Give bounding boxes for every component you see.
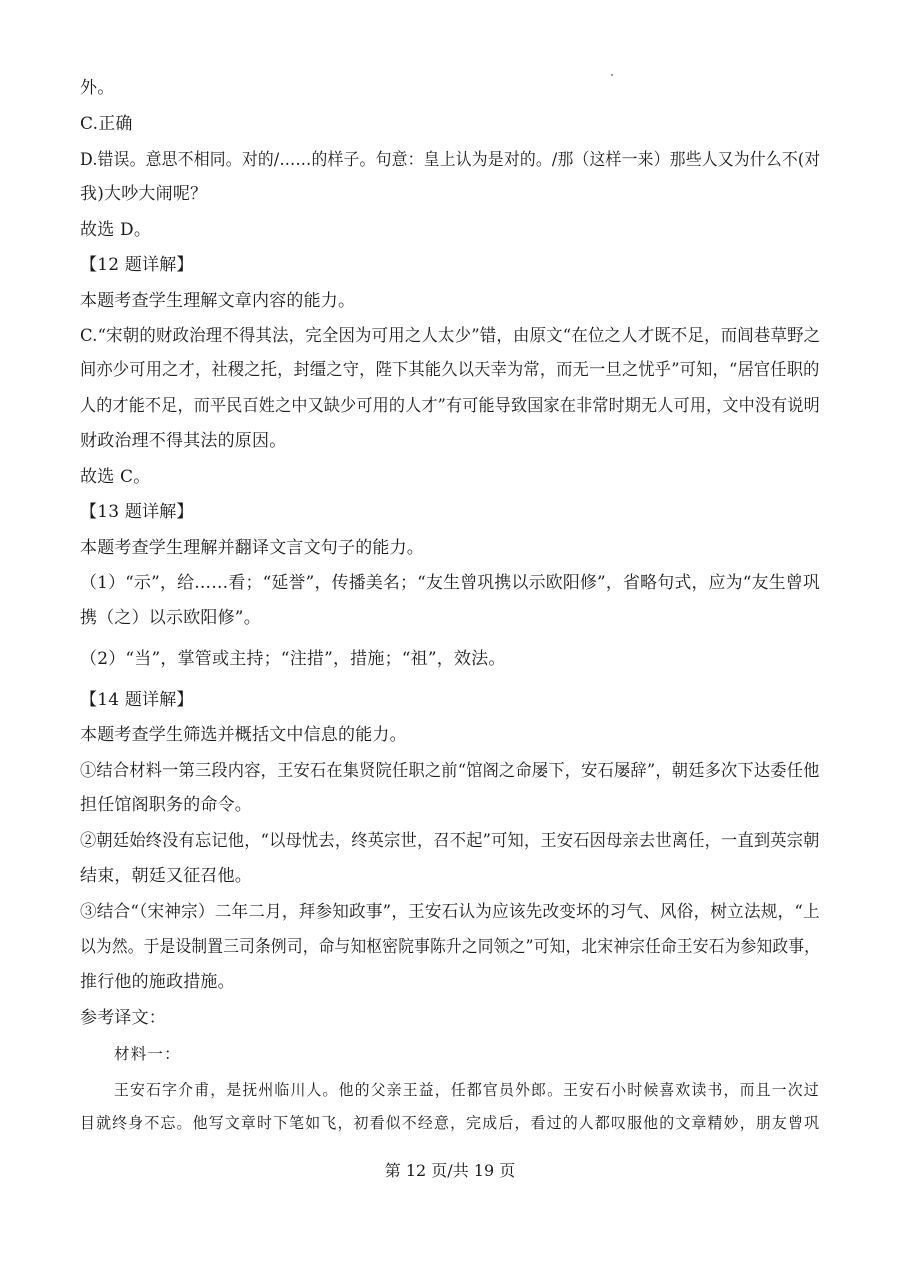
text-line: 参考译文： (80, 1008, 166, 1028)
section-heading: 【12 题详解】 (80, 255, 194, 275)
text-line: 携（之）以示欧阳修”。 (80, 608, 261, 628)
text-line: ③结合“（宋神宗）二年二月，拜参知政事”，王安石认为应该先改变坏的习气、风俗，树立法规，“上 (80, 902, 820, 922)
text-line: 人的才能不足，而平民百姓之中又缺少可用的人才”有可能导致国家在非常时期无人可用，文中没有说明 (80, 396, 820, 416)
text-line: 故选 D。 (80, 220, 152, 240)
text-line: 以为然。于是设制置三司条例司，命与知枢密院事陈升之同领之”可知，北宋神宗任命王安石为参知政事， (80, 937, 821, 957)
text-line: 结束，朝廷又征召他。 (80, 866, 252, 886)
section-heading: 【14 题详解】 (80, 690, 194, 710)
text-line: （2）“当”，掌管或主持；“注措”，措施；“祖”，效法。 (80, 649, 506, 669)
text-line: C.“宋朝的财政治理不得其法，完全因为可用之人太少”错，由原文“在位之人才既不足，而闾巷草野之 (80, 326, 821, 346)
text-line: C.正确 (80, 114, 133, 134)
text-line: 财政治理不得其法的原因。 (80, 431, 287, 451)
text-line: 担任馆阁职务的命令。 (80, 795, 252, 815)
text-line: 本题考查学生理解并翻译文言文句子的能力。 (80, 538, 424, 558)
text-line: 推行他的施政措施。 (80, 972, 235, 992)
text-line: ①结合材料一第三段内容，王安石在集贤院任职之前“馆阁之命屡下，安石屡辞”，朝廷多次下达委任他 (80, 761, 820, 781)
section-heading: 【13 题详解】 (80, 502, 194, 522)
translation-line: 目就终身不忘。他写文章时下笔如飞，初看似不经意，完成后，看过的人都叹服他的文章精妙，朋友曾巩 (80, 1114, 821, 1132)
page-footer: 第 12 页/共 19 页 (384, 1161, 516, 1180)
scan-speck (611, 74, 613, 76)
translation-heading: 材料一： (114, 1045, 181, 1063)
text-line: 故选 C。 (80, 467, 151, 487)
translation-line: 王安石字介甫，是抚州临川人。他的父亲王益，任都官员外郎。王安石小时候喜欢读书，而且一次过 (114, 1081, 820, 1099)
text-line: D.错误。意思不相同。对的/……的样子。句意：皇上认为是对的。/那（这样一来）那些人又为什么不(对 (80, 150, 821, 170)
text-line: 间亦少可用之才，社稷之托，封缰之守，陛下其能久以天幸为常，而无一旦之忧乎”可知，“居官任职的 (80, 360, 820, 380)
text-line: （1）“示”，给……看；“延誉”，传播美名；“友生曾巩携以示欧阳修”，省略句式，应为“友生曾巩 (80, 573, 821, 593)
text-line: ②朝廷始终没有忘记他，“以母忧去，终英宗世，召不起”可知，王安石因母亲去世离任，一直到英宗朝 (80, 831, 820, 851)
text-line: 本题考查学生理解文章内容的能力。 (80, 291, 356, 311)
text-line: 外。 (80, 78, 115, 98)
text-line: 我)大吵大闹呢？ (80, 184, 208, 204)
text-line: 本题考查学生筛选并概括文中信息的能力。 (80, 725, 407, 745)
